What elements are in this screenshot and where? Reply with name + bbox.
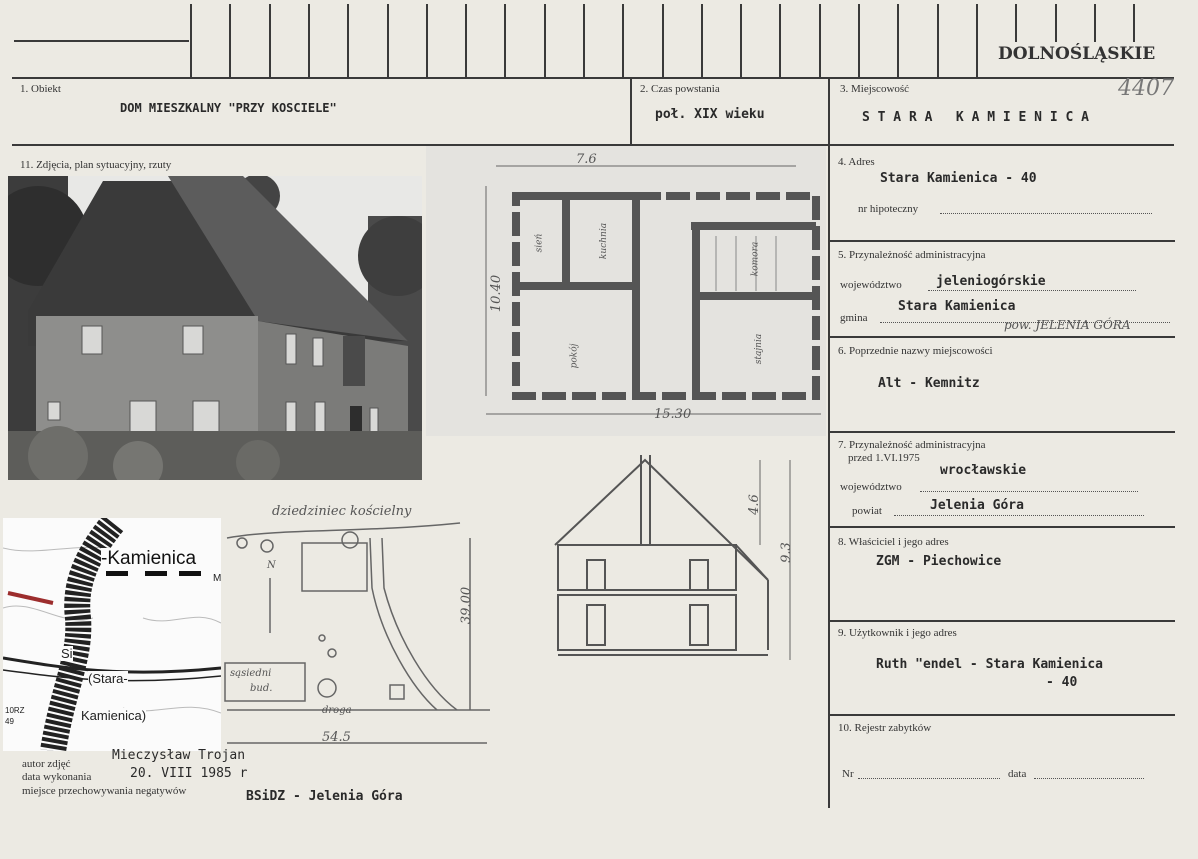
field-6-label: 6. Poprzednie nazwy miejscowości [838, 345, 993, 357]
ruler-tick [504, 4, 506, 78]
mortgage-label: nr hipoteczny [858, 203, 919, 215]
register-date-label: data [1008, 768, 1027, 780]
divider-6-7 [830, 431, 1175, 433]
divider-7-8 [830, 526, 1175, 528]
map-label-corner: 10RZ [5, 706, 25, 715]
plan-room-label: komora [750, 241, 761, 277]
site-title: dziedziniec kościelny [272, 504, 412, 519]
site-dim-side: 39.00 [459, 586, 475, 625]
header-bottom-line [12, 77, 1174, 79]
field-2-label: 2. Czas powstania [640, 83, 720, 95]
field-10-label: 10. Rejestr zabytków [838, 722, 932, 734]
ruler-tick [229, 4, 231, 78]
ruler-tick [858, 4, 860, 78]
ruler-tick [779, 4, 781, 78]
field-7-label: 7. Przynależność administracyjna [838, 439, 986, 451]
divider-4-5 [830, 240, 1175, 242]
site-road-label: droga [322, 705, 352, 716]
ruler-tick [269, 4, 271, 78]
ruler-tick [190, 4, 192, 78]
north-arrow: N [267, 560, 276, 571]
ruler-tick [1094, 4, 1096, 42]
owner-value: ZGM - Piechowice [876, 554, 1002, 569]
site-neighbor-label: sąsiedni [230, 668, 272, 679]
map-label-side: M [213, 573, 221, 584]
address: Stara Kamienica - 40 [880, 171, 1037, 186]
author-value: Mieczysław Trojan [112, 748, 246, 763]
plan-room-label: sień [534, 233, 545, 253]
ruler-tick [897, 4, 899, 78]
ruler-tick [426, 4, 428, 78]
author-label: autor zdjęć [22, 758, 71, 770]
field-11-label: 11. Zdjęcia, plan sytuacyjny, rzuty [20, 159, 172, 171]
user-value: Ruth "endel - Stara Kamienica [876, 657, 1103, 672]
site-dim-bottom: 54.5 [322, 730, 351, 745]
ruler-tick [976, 4, 978, 78]
field-1-label: 1. Obiekt [20, 83, 61, 95]
former-voivodeship-value: wrocławskie [940, 463, 1027, 478]
ruler-tick [622, 4, 624, 78]
commune-label: gmina [840, 312, 868, 324]
district-label: powiat [852, 505, 882, 517]
storage-value: BSiDZ - Jelenia Góra [246, 789, 403, 804]
district-value: Jelenia Góra [930, 498, 1024, 513]
field-4-label: 4. Adres [838, 156, 875, 168]
register-nr-label: Nr [842, 768, 854, 780]
voivodeship-value: jeleniogórskie [936, 274, 1046, 289]
plan-dim-bottom: 15.30 [654, 407, 692, 422]
site-neighbor-label: bud. [250, 683, 273, 694]
region-name: DOLNOŚLĄSKIE [998, 44, 1156, 64]
commune-value: Stara Kamienica [898, 299, 1016, 314]
ruler-tick [308, 4, 310, 78]
former-name: Alt - Kemnitz [878, 376, 980, 391]
ruler-tick [701, 4, 703, 78]
field-8-label: 8. Właściciel i jego adres [838, 536, 949, 548]
section-dim-a: 4.6 [746, 494, 762, 515]
field-5-label: 5. Przynależność administracyjna [838, 249, 986, 261]
date-value: 20. VIII 1985 r [130, 766, 248, 781]
location-map [3, 518, 221, 751]
voivodeship-label: województwo [840, 279, 902, 291]
ruler-tick [1015, 4, 1017, 42]
ruler-tick [583, 4, 585, 78]
ruler-tick [387, 4, 389, 78]
section-dim-b: 9.3 [778, 542, 794, 563]
divider-1-2 [630, 78, 632, 144]
header-ruler [0, 0, 1198, 80]
cross-section [540, 445, 810, 670]
house-photo [8, 176, 422, 480]
divider-2-3 [828, 78, 830, 808]
map-label-kamienica-2: Kamienica) [81, 708, 147, 723]
ruler-tick [662, 4, 664, 78]
ruler-tick [465, 4, 467, 78]
floor-plan [426, 146, 826, 436]
construction-period: poł. XIX wieku [655, 107, 765, 122]
former-voivodeship-label: województwo [840, 481, 902, 493]
date-label: data wykonania [22, 771, 92, 783]
field-7-label-2: przed 1.VI.1975 [848, 452, 920, 464]
plan-room-label: stajnia [754, 333, 765, 365]
plan-dim-side: 10.40 [489, 274, 505, 313]
ruler-tick [544, 4, 546, 78]
ruler-tick [1055, 4, 1057, 42]
commune-note: pow. JELENIA GÓRA [1004, 318, 1131, 332]
plan-room-label: pokój [569, 343, 580, 369]
field-3-label: 3. Miejscowość [840, 83, 910, 95]
catalog-number: 4407 [1118, 76, 1174, 101]
ruler-tick [1133, 4, 1135, 42]
ruler-tick [347, 4, 349, 78]
ruler-tick [740, 4, 742, 78]
ruler-tick [819, 4, 821, 78]
user-value-2: - 40 [1046, 675, 1078, 690]
object-name: DOM MIESZKALNY "PRZY KOSCIELE" [120, 101, 337, 115]
plan-dim-top: 7.6 [576, 152, 597, 167]
map-label-stara: (Stara- [88, 671, 128, 686]
map-label-si: Si [61, 646, 73, 661]
ruler-tick [937, 4, 939, 78]
divider-8-9 [830, 620, 1175, 622]
map-label-corner: 49 [5, 717, 14, 726]
divider-9-10 [830, 714, 1175, 716]
site-plan [222, 498, 492, 748]
storage-label: miejsce przechowywania negatywów [22, 785, 187, 797]
field-9-label: 9. Użytkownik i jego adres [838, 627, 957, 639]
map-label-kamienica: -Kamienica [101, 548, 197, 569]
plan-room-label: kuchnia [599, 222, 610, 260]
locality: S T A R A K A M I E N I C A [862, 110, 1089, 125]
divider-5-6 [830, 336, 1175, 338]
